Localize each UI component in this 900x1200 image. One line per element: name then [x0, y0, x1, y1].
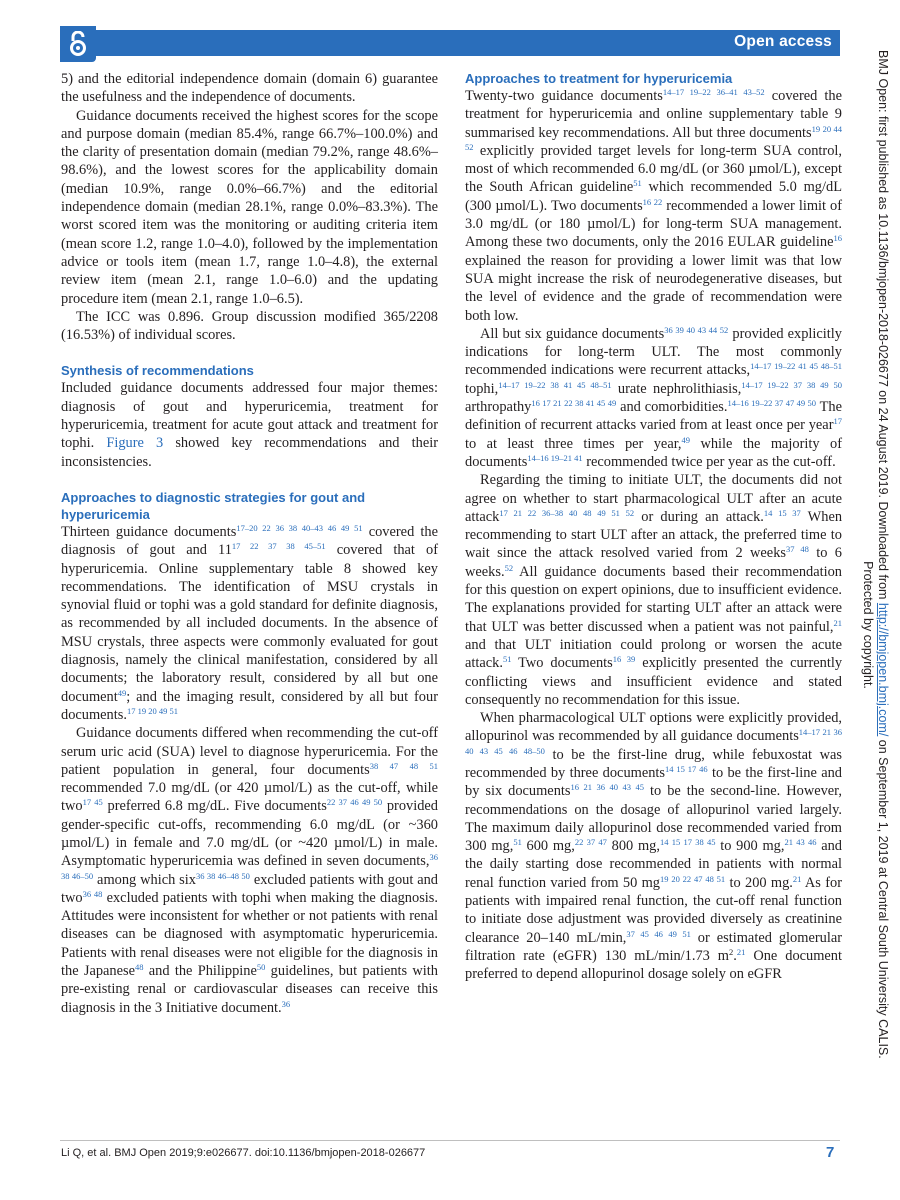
citation-ref[interactable]: 49	[117, 687, 127, 698]
journal-link[interactable]: http://bmjopen.bmj.com/	[876, 602, 890, 737]
citation-ref[interactable]: 16 17 21 22 38 41 45 49	[531, 398, 617, 409]
paragraph: Guidance documents differed when recommending the cut-off serum uric acid (SUA) level to diagnose hyperuricemia. For the patient population in general, four documents$^{38 47 48 51}$ recommended 7.0 mg/dL (or 420 µmol/L) as the cut-off, while two$^{17 45}$ preferred 6.8 mg/dL. Five documents$^{22 37 46 49 50}$ provided gender-specific cut-offs, recommending 6.0 mg/dL (or ~360 µmol/L) in female and 7.0 mg/dL (or ~420 µmol/L) in male. Asymptomatic hyperuricemia was defined in seven documents,$^{36 38 46-50}$ among which six$^{36 38 46-48 50}$ excluded patients with gout and two$^{36 48}$ excluded patients with tophi when making the diagnosis. Attitudes were inconsistent for whether or not patients with renal diseases can be diagnosed with asymptomatic hyperuricemia. Patients with renal diseases were not eligible for the diagnosis in the Japanese$^{48}$ and the Philippine$^{50}$ guidelines, but patients with pre-existing renal or cardiovascular diseases can receive this diagnosis in the 3 Initiative document.$^{36}$	[61, 725, 439, 1016]
section-heading-diagnostic: Approaches to diagnostic strategies for gout and hyperuricemia	[61, 489, 366, 522]
citation-ref[interactable]: 14–17 19–22 38 41 45 48–51	[498, 379, 612, 390]
paragraph: When pharmacological ULT options were explicitly provided, allopurinol was recommended by all guidance documents$^{14-17 21 36 40 43 45 46 48-50}$ to be the first-line drug, while febuxostat was recommended by three documents$^{14 15 17 46}$ to be the first-line and by six documents$^{16 21 36 40 43 45}$ to be the second-line. However, recommendations on the dosage of allopurinol varied largely. The maximum daily allopurinol dose recommended varied from 300 mg,$^{51}$ 600 mg,$^{22 37 47}$ 800 mg,$^{14 15 17 38 45}$ to 900 mg,$^{21 43 46}$ and the daily starting dose recommended in patients with normal renal function varied from 50 $mg^{19 20 22 47 48 51}$ to 200 mg.$^{21}$ As for patients with impaired renal function, the cut-off renal function to initiate dose adjustment was provided diversely as creatinine clearance 20–140 mL/min,$^{37 45 46 49 51}$ or estimated glomerular filtration rate (eGFR) 130 mL/min/1.73 $m^2.^{21}$ One document preferred to depend allopurinol dosage solely on eGFR	[465, 710, 842, 983]
citation-ref[interactable]: 14–16 19–21 41	[527, 452, 583, 463]
citation-ref[interactable]: 36	[281, 998, 291, 1009]
citation-ref[interactable]: 17 45	[82, 797, 103, 808]
citation-ref[interactable]: 16 21 36 40 43 45	[570, 782, 645, 793]
citation-ref[interactable]: 14 15 17 38 45	[659, 837, 716, 848]
citation-ref[interactable]: 19 20 22 47 48 51	[659, 873, 726, 884]
open-access-icon	[60, 26, 96, 62]
paragraph: Included guidance documents addressed four major themes: diagnosis of gout and hyperuricemia, treatment for hyperuricemia, treatment for acute gout attack and treatment for tophi. Figure 3 showed key recommendations and their inconsistencies.	[61, 380, 438, 470]
citation-ref[interactable]: 37 45 46 49 51	[626, 928, 691, 939]
citation-ref[interactable]: 49	[681, 434, 691, 445]
citation-ref[interactable]: 37 48	[786, 544, 809, 555]
paragraph: Thirteen guidance documents$^{17-20 22 36 38 40-43 46 49 51}$ covered the diagnosis of gout and $11^{17 22 37 38 45-51}$ covered that of hyperuricemia. Online supplementary table 8 showed key recommendations. The identification of MSU crystals in synovial fluid or tophi was a gold standard for definite diagnosis, as recommended by all included documents. In the absence of MSU crystals, three aspects were commonly evaluated for gout diagnosis, namely the clinical manifestation, considered by all documents; the laboratory result, considered by all but one document$^{49}$; and the imaging result, considered by all but four documents.$^{17 19 20 49 51}$	[61, 522, 439, 723]
paragraph: Twenty-two guidance documents$^{14-17 19-22 36-41 43-52}$ covered the treatment for hyperuricemia and online supplementary table 9 summarised key recommendations. All but three documents$^{19 20 44 52}$ explicitly provided target levels for long-term SUA control, most of which recommended 6.0 mg/dL (or 360 µmol/L), except the South African guideline$^{51}$ which recommended 5.0 mg/dL (300 µmol/L). Two documents$^{16 22}$ recommended a lower limit of 3.0 mg/dL (or 180 µmol/L) for long-term SUA management. Among these two documents, only the 2016 EULAR guideline$^{16}$ explained the reason for providing a lower limit was that low SUA might increase the risk of neurodegenerative diseases, but the level of evidence and the grade of recommendation were both low.	[465, 87, 842, 324]
paragraph: Guidance documents received the highest scores for the scope and purpose domain (median 85.4%, range 66.7%–100.0%) and the clarity of presentation domain (median 79.2%, range 48.6%–98.6%), and the lowest scores for the applicability domain (median 10.9%, range 0.0%–66.7%) and the editorial independence domain (median 28.1%, range 0.0%–83.3%). The worst scored item was the monitoring or auditing criteria item (mean score 1.2, range 1.0–4.0), followed by the implementation advice or tools item (mean 1.7, range 1.0–4.8), the external review item (mean 2.1, range 1.0–6.0) and the updating procedure item (mean 2.1, range 1.0–6.5).	[61, 107, 438, 307]
citation-ref[interactable]: 36 39 40 43 44 52	[664, 324, 729, 335]
left-column	[61, 70, 438, 1017]
paragraph: All but six guidance documents$^{36 39 40 43 44 52}$ provided explicitly indications for long-term ULT. The most commonly recommended indications were recurrent attacks,$^{14-17 19-22 41 45 48-51}$ tophi,$^{14-17 19-22 38 41 45 48-51}$ urate nephrolithiasis,$^{14-17 19-22 37 38 49 50}$ arthropathy$^{16 17 21 22 38 41 45 49}$ and comorbidities.$^{14-16 19-22 37 47 49 50}$ The definition of recurrent attacks varied from at least once per year$^{17}$ to at least three times per year,$^{49}$ while the majority of documents$^{14-16 19-21 41}$ recommended twice per year as the cut-off.	[465, 324, 843, 470]
citation-ref[interactable]: 16 22	[642, 196, 663, 207]
citation-ref[interactable]: 22 37 46 49 50	[326, 797, 383, 808]
paragraph: The ICC was 0.896. Group discussion modified 365/2208 (16.53%) of individual scores.	[61, 308, 438, 344]
citation-ref[interactable]: 17–20 22 36 38 40–43 46 49 51	[236, 522, 363, 533]
citation-ref[interactable]: 21	[833, 617, 842, 628]
paragraph: 5) and the editorial independence domain (domain 6) guarantee the usefulness and the independence of documents.	[61, 71, 438, 106]
citation-ref[interactable]: 22 37 47	[574, 837, 607, 848]
section-heading-synthesis: Synthesis of recommendations	[61, 363, 254, 379]
citation-ref[interactable]: 17 22 37 38 45–51	[231, 541, 326, 552]
citation-ref[interactable]: 16 39	[612, 654, 636, 665]
citation-ref[interactable]: 48	[135, 962, 144, 973]
citation-ref[interactable]: 14–16 19–22 37 47 49 50	[727, 398, 816, 409]
citation-ref[interactable]: 50	[256, 962, 266, 973]
citation-ref[interactable]: 19 20 44 52	[465, 123, 842, 152]
citation-ref[interactable]: 21	[792, 873, 802, 884]
footer-divider	[60, 1140, 840, 1141]
citation-ref[interactable]: 36 38 46–50	[61, 852, 438, 881]
citation-ref[interactable]: 14 15 17 46	[665, 763, 708, 774]
citation-ref[interactable]: 14–17 19–22 36–41 43–52	[662, 87, 765, 97]
citation-ref[interactable]: 16	[833, 233, 842, 244]
citation-ref[interactable]: 17 21 22 36–38 40 48 49 51 52	[499, 507, 635, 518]
citation-ref[interactable]: 17	[833, 416, 842, 427]
citation-ref[interactable]: 14 15 37	[763, 507, 801, 518]
citation-ref[interactable]: 51	[633, 178, 642, 189]
open-access-label: Open access	[734, 33, 832, 50]
section-heading-treatment: Approaches to treatment for hyperuricemia	[465, 71, 733, 86]
figure-3-link[interactable]: Figure 3	[106, 435, 164, 452]
paragraph: Regarding the timing to initiate ULT, the documents did not agree on whether to start pharmacological ULT after an acute attack$^{17 21 22 36-38 40 48 49 51 52}$ or during an attack.$^{14 15 37}$ When recommending to start ULT after an attack, the preferred time to wait since the attack resolved varied from 2 weeks$^{37 48}$ to 6 weeks.$^{52}$ All guidance documents based their recommendation for this question on expert opinions, due to insufficient evidence. The explanations provided for starting ULT after an attack were that ULT was better discussed when a patient was not painful,$^{21}$ and that ULT initiation could prolong or worsen the acute attack.$^{51}$ Two documents$^{16 39}$ explicitly presented the currently conflicting views and insufficient evidence and stated consequently no recommendation for this issue.	[465, 472, 843, 708]
download-side-note: BMJ Open: first published as 10.1136/bmjopen-2018-026677 on 24 August 2019. Downloaded from http://bmjopen.bmj.com/ on September 1, 2019 at Central South University CALIS. Protected by copyright.	[861, 50, 890, 1059]
citation-ref[interactable]: 38 47 48 51	[369, 760, 438, 771]
journal-header-bar	[60, 30, 840, 56]
footer-citation: Li Q, et al. BMJ Open 2019;9:e026677. doi:10.1136/bmjopen-2018-026677	[61, 1147, 426, 1159]
right-column	[465, 70, 842, 984]
citation-ref[interactable]: 21 43 46	[784, 837, 817, 848]
citation-ref[interactable]: 14–17 19–22 41 45 48–51	[750, 361, 842, 372]
citation-ref[interactable]: 36 38 46–48 50	[195, 870, 250, 881]
citation-ref[interactable]: 52	[504, 562, 514, 573]
citation-ref[interactable]: 14–17 19–22 37 38 49 50	[741, 379, 843, 390]
citation-ref[interactable]: 17 19 20 49 51	[126, 705, 178, 716]
page-number: 7	[826, 1144, 835, 1161]
citation-ref[interactable]: 14–17 21 36 40 43 45 46 48–50	[465, 727, 842, 756]
citation-ref[interactable]: 36 48	[82, 888, 103, 899]
citation-ref[interactable]: 21	[736, 946, 746, 957]
citation-ref[interactable]: 51	[502, 654, 512, 665]
superscript-2: 2	[729, 946, 734, 957]
citation-ref[interactable]: 51	[513, 837, 522, 848]
